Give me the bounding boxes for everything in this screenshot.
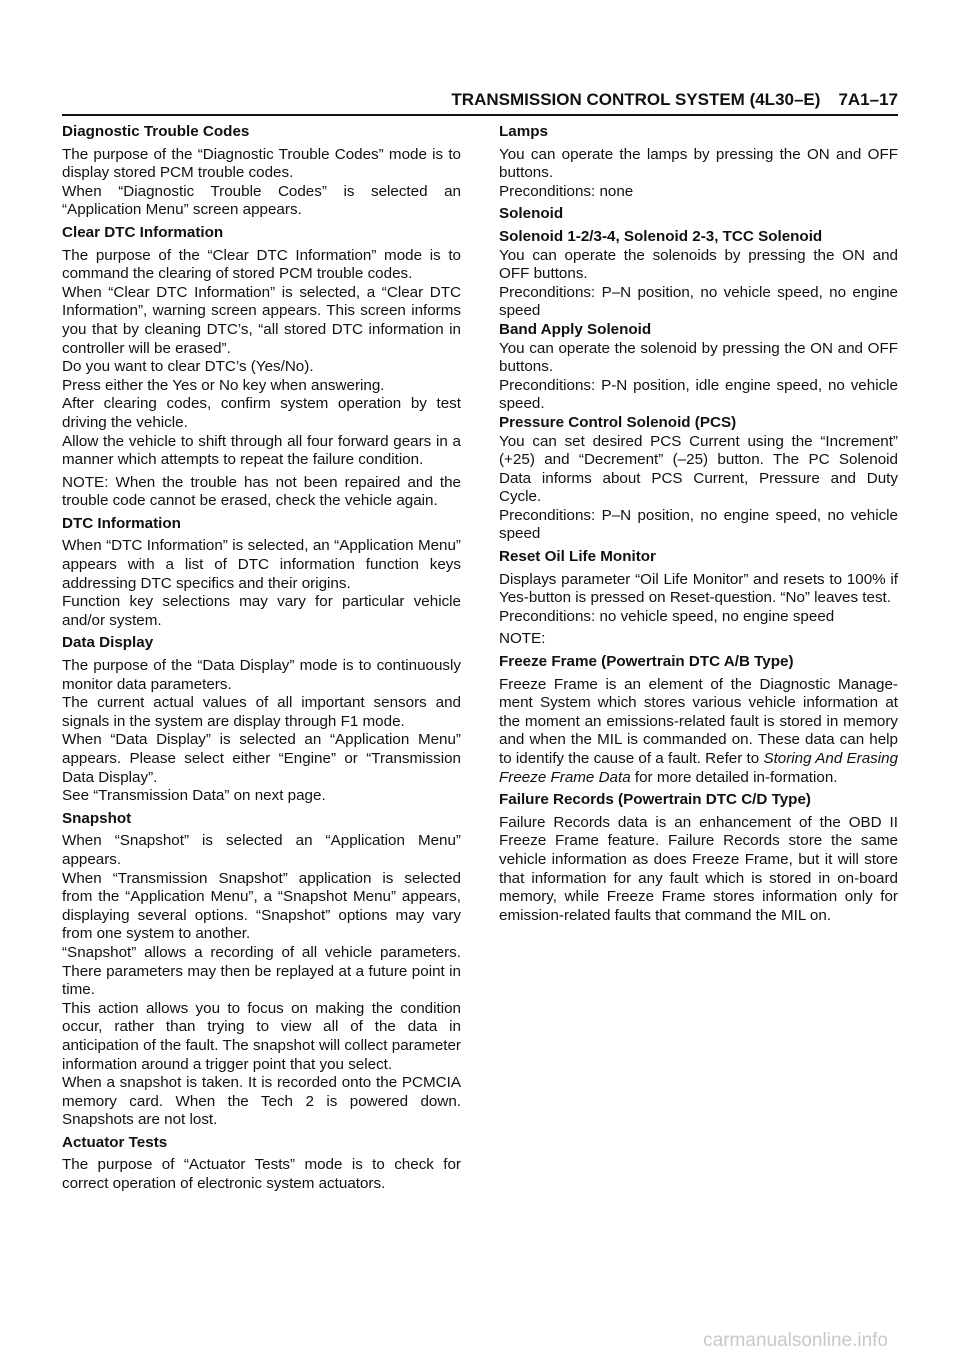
paragraph xyxy=(62,247,461,470)
text-line: “Snapshot” allows a recording of all vehicle parameters. There parameters may then be replayed at a future point in time. xyxy=(62,943,461,999)
watermark: carmanualsonline.info xyxy=(703,1330,888,1351)
section-heading-data-display: Data Display xyxy=(62,634,154,652)
section-heading-snapshot: Snapshot xyxy=(62,809,132,827)
cross-reference: Storing And Erasing Freeze Frame Data xyxy=(499,750,899,786)
text-line: NOTE: xyxy=(499,630,546,648)
text-line: Do you want to clear DTC’s (Yes/No). xyxy=(62,358,314,376)
page-header xyxy=(62,88,898,116)
paragraph xyxy=(499,340,898,414)
text-line: This action allows you to focus on making the condition occur, rather than trying to view all of the data in anticipation of the fault. The snapshot will collect parameter information around a trigger point that you select. xyxy=(62,999,461,1073)
section-heading-solenoid-1-2-3-4-solenoid-2-3-tcc-solenoid: Solenoid 1-2/3-4, Solenoid 2-3, TCC Solenoid xyxy=(499,227,823,245)
section-heading-diagnostic-trouble-codes: Diagnostic Trouble Codes xyxy=(62,123,250,140)
section-heading-dtc-information: DTC Information xyxy=(62,514,181,532)
paragraph xyxy=(62,1156,461,1193)
paragraph xyxy=(62,832,461,1130)
paragraph xyxy=(499,146,898,202)
text-line: Preconditions: none xyxy=(499,182,634,200)
paragraph xyxy=(62,657,461,806)
paragraph xyxy=(62,474,461,511)
text-line: When a snapshot is taken. It is recorded onto the PCMCIA memory card. When the Tech 2 is powered down. Snapshots are not lost. xyxy=(62,1074,461,1129)
text-line: The purpose of “Actuator Tests” mode is to check for correct operation of electronic system actuators. xyxy=(62,1156,461,1193)
section-heading-clear-dtc-information: Clear DTC Information xyxy=(62,223,224,241)
text-line: When “Data Display” is selected an “Application Menu” appears. Please select either “Engine” or “Transmission Data Display”. xyxy=(62,731,461,786)
text-line: Preconditions: P–N position, no vehicle speed, no engine speed xyxy=(499,283,898,320)
section-heading-failure-records-powertrain-dtc-c-d-type: Failure Records (Powertrain DTC C/D Type) xyxy=(499,791,811,809)
paragraph xyxy=(499,433,898,545)
right-column xyxy=(499,123,898,929)
left-column xyxy=(62,123,461,1198)
text-line: The current actual values of all important sensors and signals in the system are display through F1 mode. xyxy=(62,694,461,730)
text-line: Freeze Frame is an element of the Diagnostic Manage-ment System which stores various vehicle information at the moment an emissions-related fault is stored in memory and when the MIL is commanded on. These data can help to identify the cause of a fault. Refer to Storing And Erasing Freeze Frame Data for more detailed in-formation. xyxy=(499,675,899,786)
text-line: The purpose of the “Data Display” mode is to continuously monitor data parameters. xyxy=(62,657,461,693)
paragraph xyxy=(499,571,898,627)
header-title: TRANSMISSION CONTROL SYSTEM (4L30–E) xyxy=(451,90,821,109)
section-heading-solenoid: Solenoid xyxy=(499,205,564,223)
text-line: Displays parameter “Oil Life Monitor” and resets to 100% if Yes-button is pressed on Reset-question. “No” leaves test. xyxy=(499,570,898,607)
text-line: You can set desired PCS Current using the “Increment” (+25) and “Decrement” (–25) button. The PC Solenoid Data informs about PCS Current, Pressure and Duty Cycle. xyxy=(499,432,898,506)
section-heading-reset-oil-life-monitor: Reset Oil Life Monitor xyxy=(499,548,656,566)
text-line: You can operate the solenoid by pressing the ON and OFF buttons. xyxy=(499,339,898,376)
text-line: NOTE: When the trouble has not been repaired and the trouble code cannot be erased, check the vehicle again. xyxy=(62,473,461,510)
paragraph xyxy=(62,537,461,630)
text-line: After clearing codes, confirm system operation by test driving the vehicle. xyxy=(62,395,461,431)
section-heading-band-apply-solenoid: Band Apply Solenoid xyxy=(499,320,652,338)
page-number: 7A1–17 xyxy=(838,90,898,109)
text-line: See “Transmission Data” on next page. xyxy=(62,787,326,805)
text-line: When “Diagnostic Trouble Codes” is selected an “Application Menu” screen appears. xyxy=(62,182,461,219)
section-heading-freeze-frame-powertrain-dtc-a-b-type: Freeze Frame (Powertrain DTC A/B Type) xyxy=(499,653,794,671)
text-line: When “Snapshot” is selected an “Application Menu” appears. xyxy=(62,832,461,868)
paragraph xyxy=(62,146,461,220)
text-line: Preconditions: P–N position, no engine speed, no vehicle speed xyxy=(499,506,898,543)
section-heading-pressure-control-solenoid-pcs: Pressure Control Solenoid (PCS) xyxy=(499,413,737,431)
paragraph xyxy=(499,676,898,788)
text-line: You can operate the solenoids by pressing the ON and OFF buttons. xyxy=(499,246,898,283)
text-line: When “Clear DTC Information” is selected, a “Clear DTC Information”, warning screen appears. This screen informs you that by cleaning DTC’s, “all stored DTC information in controller will be erased”. xyxy=(62,283,461,357)
text-line: Preconditions: no vehicle speed, no engine speed xyxy=(499,607,835,625)
text-line: The purpose of the “Clear DTC Information” mode is to command the clearing of stored PCM trouble codes. xyxy=(62,246,461,283)
text-line: Press either the Yes or No key when answering. xyxy=(62,376,385,394)
text-line: When “DTC Information” is selected, an “Application Menu” appears with a list of DTC information function keys addressing DTC specifics and their origins. xyxy=(62,537,461,592)
text-line: You can operate the lamps by pressing the ON and OFF buttons. xyxy=(499,145,898,182)
paragraph xyxy=(499,630,898,649)
text-line: Function key selections may vary for particular vehicle and/or system. xyxy=(62,593,461,629)
text-line: When “Transmission Snapshot” application is selected from the “Application Menu”, a “Snapshot Menu” appears, displaying several options. “Snapshot” options may vary from one system to another. xyxy=(62,869,461,943)
text-line: Preconditions: P-N position, idle engine speed, no vehicle speed. xyxy=(499,376,898,413)
text-line: Allow the vehicle to shift through all four forward gears in a manner which attempts to repeat the failure condition. xyxy=(62,432,461,469)
section-heading-actuator-tests: Actuator Tests xyxy=(62,1133,168,1151)
text-line: Failure Records data is an enhancement of the OBD II Freeze Frame feature. Failure Records store the same vehicle information as does Freeze Frame, but it will store that information for any fault which is stored in on-board memory, while Freeze Frame stores information only for emission-related faults that command the MIL on. xyxy=(499,813,898,924)
text-line: The purpose of the “Diagnostic Trouble Codes” mode is to display stored PCM trouble codes. xyxy=(62,145,461,182)
section-heading-lamps: Lamps xyxy=(499,123,548,140)
paragraph xyxy=(499,814,898,926)
paragraph xyxy=(499,247,898,321)
